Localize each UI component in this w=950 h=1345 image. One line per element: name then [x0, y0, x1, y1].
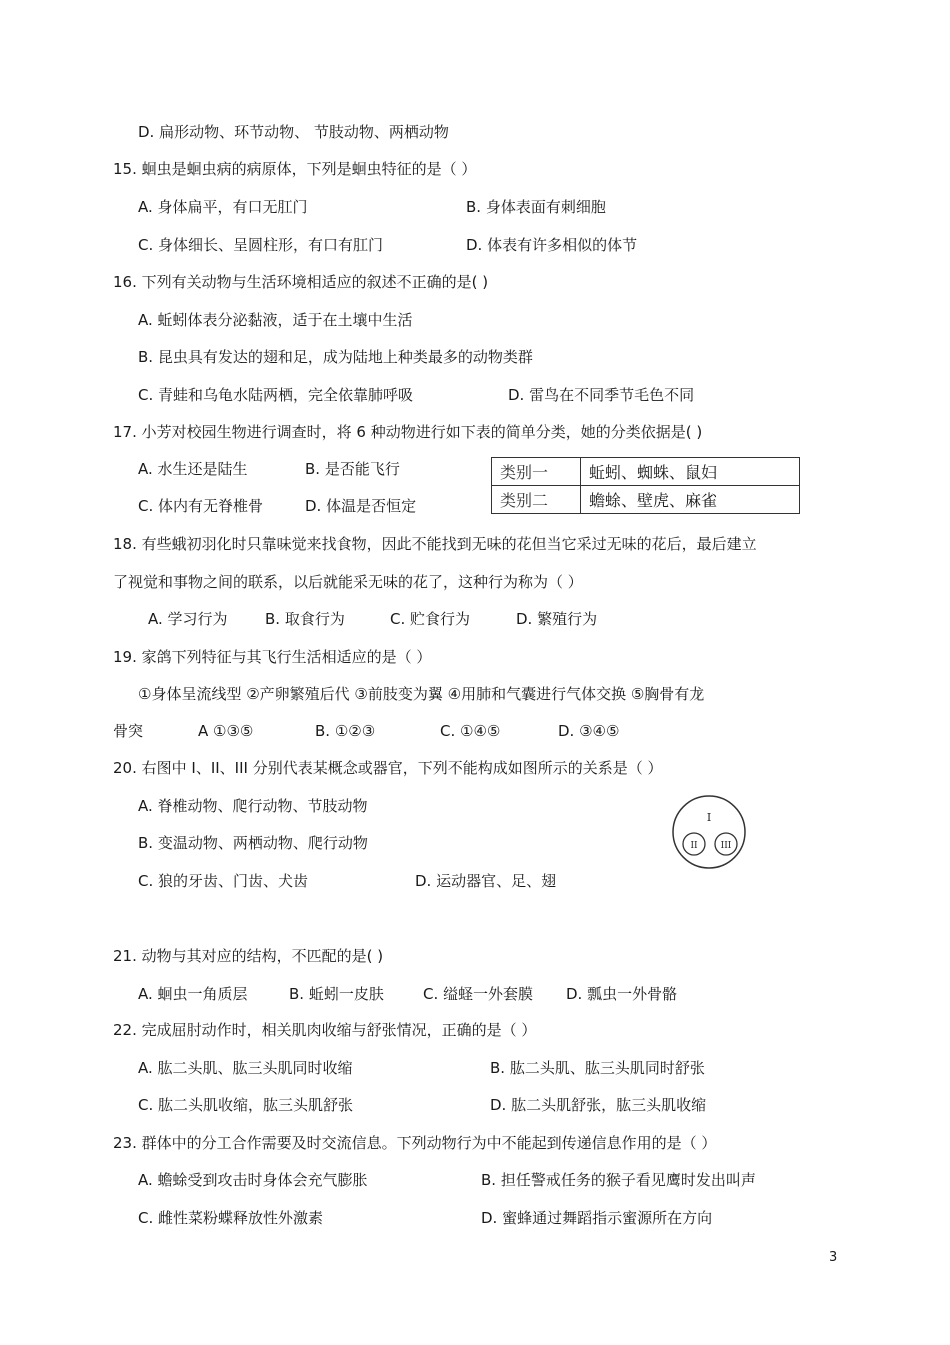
q19-option-c: C. ①④⑤	[440, 722, 501, 740]
q17-option-d: D. 体温是否恒定	[305, 497, 417, 515]
table-row	[492, 486, 800, 514]
q17-option-b: B. 是否能飞行	[305, 460, 400, 478]
q23-stem: 23. 群体中的分工合作需要及时交流信息。下列动物行为中不能起到传递信息作用的是（ ）	[113, 1134, 717, 1152]
q23-option-a: A. 蟾蜍受到攻击时身体会充气膨胀	[138, 1171, 368, 1189]
classification-table	[491, 457, 800, 514]
q15-option-b: B. 身体表面有刺细胞	[466, 198, 606, 216]
q15-stem: 15. 蛔虫是蛔虫病的病原体，下列是蛔虫特征的是（ ）	[113, 160, 477, 178]
q20-option-d: D. 运动器官、足、翅	[415, 872, 557, 890]
category-animals: 蟾蜍、壁虎、麻雀	[581, 486, 800, 514]
inner-circle-right-label: III	[720, 841, 732, 851]
q23-option-c: C. 雌性菜粉蝶释放性外激素	[138, 1209, 324, 1227]
category-animals: 蚯蚓、蜘蛛、鼠妇	[581, 458, 800, 486]
q18-option-d: D. 繁殖行为	[516, 610, 598, 628]
category-label: 类别一	[492, 458, 581, 486]
q19-option-a: A ①③⑤	[198, 722, 254, 740]
q19-option-b: B. ①②③	[315, 722, 376, 740]
q20-option-a: A. 脊椎动物、爬行动物、节肢动物	[138, 797, 368, 815]
q16-stem: 16. 下列有关动物与生活环境相适应的叙述不正确的是( )	[113, 273, 489, 291]
q17-stem: 17. 小芳对校园生物进行调查时，将 6 种动物进行如下表的简单分类，她的分类依据是( )	[113, 423, 703, 441]
q21-option-c: C. 缢蛏一外套膜	[423, 985, 534, 1003]
q22-stem: 22. 完成屈肘动作时，相关肌肉收缩与舒张情况，正确的是（ ）	[113, 1021, 537, 1039]
q16-option-d: D. 雷鸟在不同季节毛色不同	[508, 386, 695, 404]
q21-option-b: B. 蚯蚓一皮肤	[289, 985, 384, 1003]
q17-option-c: C. 体内有无脊椎骨	[138, 497, 264, 515]
q18-option-b: B. 取食行为	[265, 610, 345, 628]
q18-stem-line1: 18. 有些蛾初羽化时只靠味觉来找食物，因此不能找到无味的花但当它采过无味的花后，最后建立	[113, 535, 757, 553]
outer-circle	[673, 796, 745, 868]
q19-items: ①身体呈流线型 ②产卵繁殖后代 ③前肢变为翼 ④用肺和气囊进行气体交换 ⑤胸骨有龙	[138, 685, 705, 703]
q22-option-b: B. 肱二头肌、肱三头肌同时舒张	[490, 1059, 705, 1077]
q21-stem: 21. 动物与其对应的结构，不匹配的是( )	[113, 947, 384, 965]
q20-option-b: B. 变温动物、两栖动物、爬行动物	[138, 834, 368, 852]
q15-option-c: C. 身体细长、呈圆柱形，有口有肛门	[138, 236, 384, 254]
q20-stem: 20. 右图中 I、II、III 分别代表某概念或器官，下列不能构成如图所示的关系是（ ）	[113, 759, 663, 777]
venn-diagram	[668, 794, 752, 874]
q21-option-a: A. 蛔虫一角质层	[138, 985, 248, 1003]
outer-circle-label: I	[706, 811, 712, 824]
q18-option-c: C. 贮食行为	[390, 610, 471, 628]
q21-option-d: D. 瓢虫一外骨骼	[566, 985, 678, 1003]
q15-option-a: A. 身体扁平，有口无肛门	[138, 198, 308, 216]
table-row	[492, 458, 800, 486]
q22-option-d: D. 肱二头肌舒张，肱三头肌收缩	[490, 1096, 707, 1114]
q22-option-a: A. 肱二头肌、肱三头肌同时收缩	[138, 1059, 353, 1077]
q15-option-d: D. 体表有许多相似的体节	[466, 236, 638, 254]
q18-option-a: A. 学习行为	[148, 610, 228, 628]
q18-stem-line2: 了视觉和事物之间的联系，以后就能采无味的花了，这种行为称为（ ）	[113, 573, 583, 591]
q19-option-d: D. ③④⑤	[558, 722, 620, 740]
q16-option-c: C. 青蛙和乌龟水陆两栖，完全依靠肺呼吸	[138, 386, 414, 404]
q20-option-c: C. 狼的牙齿、门齿、犬齿	[138, 872, 309, 890]
page-number: 3	[829, 1250, 838, 1265]
q17-option-a: A. 水生还是陆生	[138, 460, 248, 478]
q19-stem: 19. 家鸽下列特征与其飞行生活相适应的是（ ）	[113, 648, 432, 666]
inner-circle-left-label: II	[690, 841, 698, 851]
q23-option-d: D. 蜜蜂通过舞蹈指示蜜源所在方向	[481, 1209, 713, 1227]
q19-items-continued: 骨突	[113, 722, 144, 740]
q16-option-a: A. 蚯蚓体表分泌黏液，适于在土壤中生活	[138, 311, 413, 329]
q14-option-d: D. 扁形动物、环节动物、 节肢动物、两栖动物	[138, 123, 449, 141]
q16-option-b: B. 昆虫具有发达的翅和足，成为陆地上种类最多的动物类群	[138, 348, 533, 366]
q22-option-c: C. 肱二头肌收缩，肱三头肌舒张	[138, 1096, 354, 1114]
q23-option-b: B. 担任警戒任务的猴子看见鹰时发出叫声	[481, 1171, 756, 1189]
category-label: 类别二	[492, 486, 581, 514]
